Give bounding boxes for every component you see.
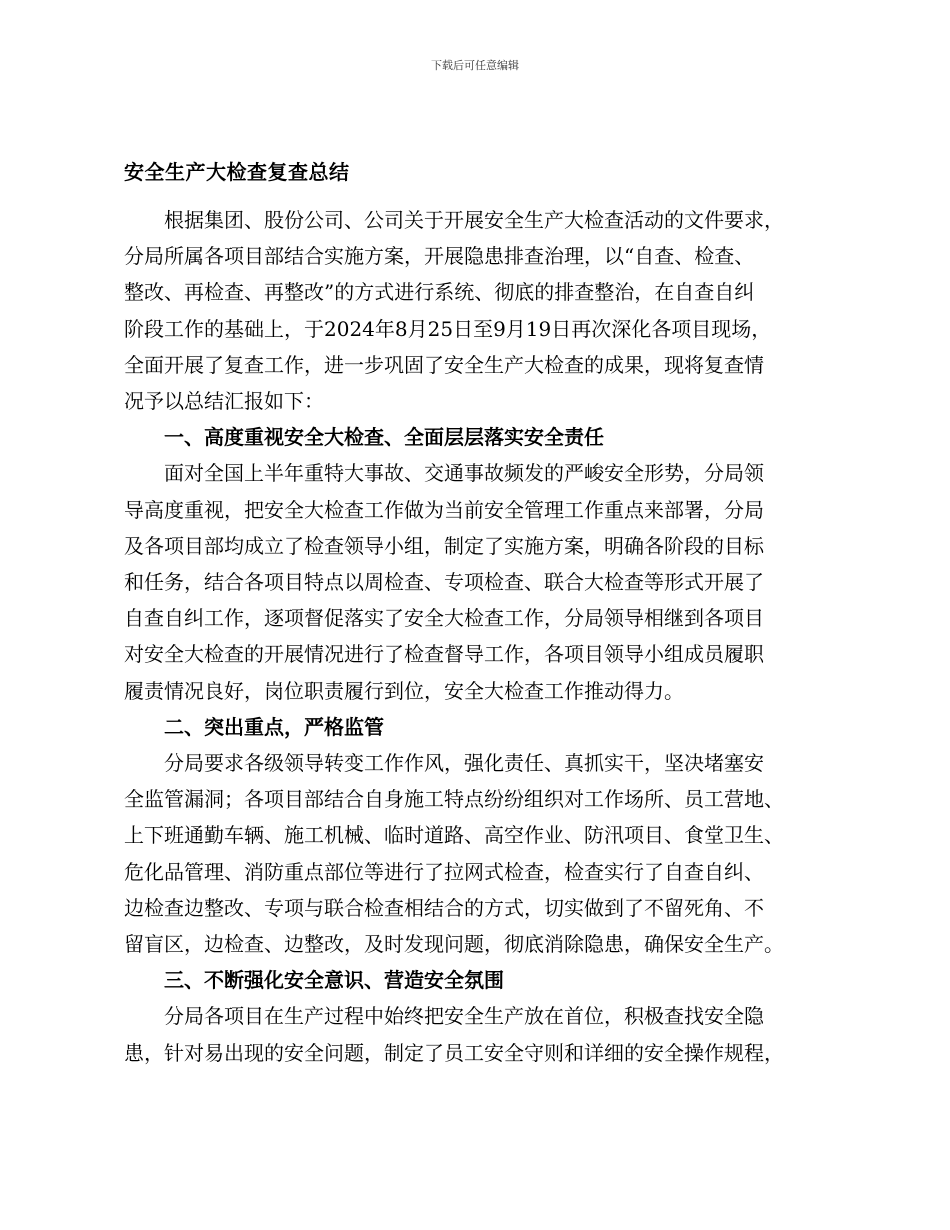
paragraph-line: 自查自纠工作，逐项督促落实了安全大检查工作，分局领导相继到各项目 <box>124 606 764 631</box>
intro-line: 阶段工作的基础上，于2024年8月25日至9月19日再次深化各项目现场， <box>124 316 772 341</box>
paragraph-line: 危化品管理、消防重点部位等进行了拉网式检查，检查实行了自查自纠、 <box>124 859 764 884</box>
intro-line: 况予以总结汇报如下： <box>124 389 324 414</box>
section-paragraph-2 <box>124 745 832 962</box>
paragraph-line: 及各项目部均成立了检查领导小组，制定了实施方案，明确各阶段的目标 <box>124 533 764 558</box>
section-heading-2: 二、突出重点，严格监管 <box>164 714 384 739</box>
paragraph-line: 面对全国上半年重特大事故、交通事故频发的严峻安全形势，分局领 <box>164 461 764 486</box>
paragraph-line: 分局各项目在生产过程中始终把安全生产放在首位，积极查找安全隐 <box>164 1004 764 1029</box>
paragraph-line: 上下班通勤车辆、施工机械、临时道路、高空作业、防汛项目、食堂卫生、 <box>124 823 784 848</box>
section-paragraph-3 <box>124 998 832 1070</box>
intro-line: 全面开展了复查工作，进一步巩固了安全生产大检查的成果，现将复查情 <box>124 352 764 377</box>
paragraph-line: 患，针对易出现的安全问题，制定了员工安全守则和详细的安全操作规程， <box>124 1040 784 1065</box>
intro-line: 分局所属各项目部结合实施方案，开展隐患排查治理，以“自查、检查、 <box>124 244 755 269</box>
intro-line: 整改、再检查、再整改”的方式进行系统、彻底的排查整治，在自查自纠 <box>124 280 755 305</box>
paragraph-line: 和任务，结合各项目特点以周检查、专项检查、联合大检查等形式开展了 <box>124 570 764 595</box>
paragraph-line: 导高度重视，把安全大检查工作做为当前安全管理工作重点来部署，分局 <box>124 497 764 522</box>
document-body <box>124 186 832 1071</box>
paragraph-line: 边检查边整改、专项与联合检查相结合的方式，切实做到了不留死角、不 <box>124 895 764 920</box>
intro-paragraph <box>124 202 832 419</box>
header-note: 下载后可任意编辑 <box>431 59 519 72</box>
document-title: 安全生产大检查复查总结 <box>124 160 350 184</box>
section-heading-1: 一、高度重视安全大检查、全面层层落实安全责任 <box>164 425 604 450</box>
paragraph-line: 对安全大检查的开展情况进行了检查督导工作，各项目领导小组成员履职 <box>124 642 764 667</box>
intro-line: 根据集团、股份公司、公司关于开展安全生产大检查活动的文件要求， <box>164 208 784 232</box>
paragraph-line: 全监管漏洞；各项目部结合自身施工特点纷纷组织对工作场所、员工营地、 <box>124 787 784 812</box>
section-heading-3: 三、不断强化安全意识、营造安全氛围 <box>164 968 504 993</box>
paragraph-line: 留盲区，边检查、边整改，及时发现问题，彻底消除隐患，确保安全生产。 <box>124 932 784 957</box>
section-paragraph-1 <box>124 455 832 708</box>
paragraph-line: 分局要求各级领导转变工作作风，强化责任、真抓实干，坚决堵塞安 <box>164 751 764 776</box>
paragraph-line: 履责情况良好，岗位职责履行到位，安全大检查工作推动得力。 <box>124 678 684 703</box>
